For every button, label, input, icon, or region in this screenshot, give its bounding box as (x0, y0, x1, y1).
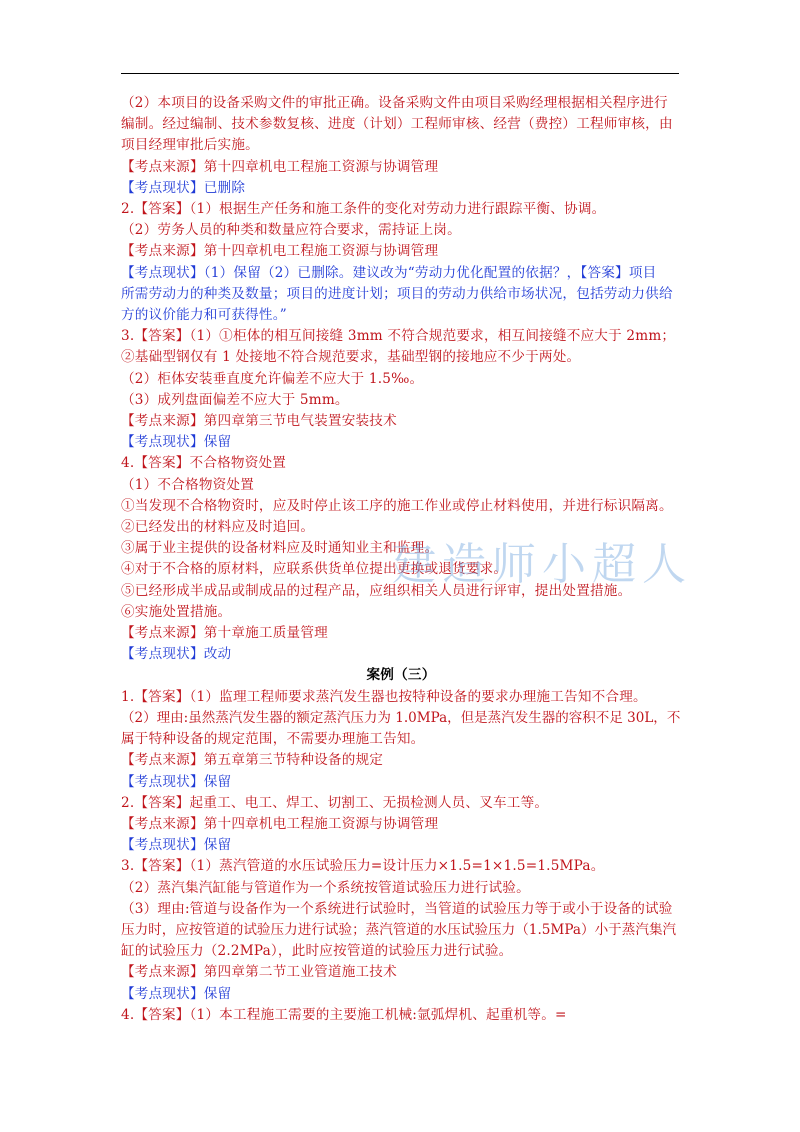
text-line: 【考点来源】第十四章机电工程施工资源与协调管理 (121, 815, 439, 832)
text-line: 【考点现状】保留 (121, 773, 232, 790)
text-line: 2.【答案】（1）根据生产任务和施工条件的变化对劳动力进行跟踪平衡、协调。 (121, 201, 606, 218)
text-line: ②已经发出的材料应及时追回。 (121, 519, 315, 536)
text-line: 【考点现状】已删除 (121, 179, 246, 196)
text-line: 项目经理审批后实施。 (121, 137, 259, 154)
text-line: （2）本项目的设备采购文件的审批正确。设备采购文件由项目采购经理根据相关程序进行 (121, 95, 668, 111)
text-line: 【考点来源】第十四章机电工程施工资源与协调管理 (121, 158, 439, 175)
text-line: ①当发现不合格物资时，应及时停止该工序的施工作业或停止材料使用，并进行标识隔离。 (121, 497, 673, 514)
text-line: 【考点现状】保留 (121, 434, 232, 451)
text-line: ⑤已经形成半成品或制成品的过程产品，应组织相关人员进行评审，提出处置措施。 (121, 582, 632, 599)
text-line: （2）理由:虽然蒸汽发生器的额定蒸汽压力为 1.0MPa，但是蒸汽发生器的容积不足 30L，不 (121, 709, 681, 726)
text-line: 【考点现状】改动 (121, 646, 232, 663)
text-line: 【考点来源】第四章第三节电气装置安装技术 (121, 413, 397, 430)
text-line: 压力时，应按管道的试验压力进行试验；蒸汽管道的水压试验压力（1.5MPa）小于蒸汽集汽 (121, 921, 677, 938)
text-line: 【考点来源】第四章第二节工业管道施工技术 (121, 964, 397, 981)
text-line: 【考点来源】第十章施工质量管理 (121, 625, 328, 642)
text-line: 3.【答案】（1）①柜体的相互间接缝 3mm 不符合规范要求，相互间接缝不应大于 2mm； (121, 328, 676, 345)
text-line: 4.【答案】不合格物资处置 (121, 455, 287, 472)
text-line: 编制。经过编制、技术参数复核、进度（计划）工程师审核、经营（费控）工程师审核，由 (121, 116, 673, 133)
text-line: 【考点来源】第十四章机电工程施工资源与协调管理 (121, 243, 439, 260)
text-line: 【考点现状】（1）保留（2）已删除。建议改为“劳动力优化配置的依据？，【答案】项目 (121, 264, 657, 281)
text-line: （3）成列盘面偏差不应大于 5mm。 (121, 391, 349, 408)
text-line: 【考点现状】保留 (121, 837, 232, 854)
text-line: 【考点来源】第五章第三节特种设备的规定 (121, 752, 384, 769)
text-line: ③属于业主提供的设备材料应及时通知业主和监理。 (121, 540, 439, 557)
text-line: （3）理由:管道与设备作为一个系统进行试验时，当管道的试验压力等于或小于设备的试验 (121, 900, 673, 917)
text-line: 属于特种设备的规定范围，不需要办理施工告知。 (121, 731, 425, 748)
text-line: ②基础型钢仅有 1 处接地不符合规范要求，基础型钢的接地应不少于两处。 (121, 349, 581, 366)
text-line: 2.【答案】起重工、电工、焊工、切割工、无损检测人员、叉车工等。 (121, 794, 549, 811)
text-line: 缸的试验压力（2.2MPa），此时应按管道的试验压力进行试验。 (121, 943, 513, 960)
text-line: （2）柜体安装垂直度允许偏差不应大于 1.5‰。 (121, 370, 424, 387)
text-line: 3.【答案】（1）蒸汽管道的水压试验压力=设计压力×1.5=1×1.5=1.5MPa。 (121, 858, 605, 875)
text-line: （2）蒸汽集汽缸能与管道作为一个系统按管道试验压力进行试验。 (121, 879, 530, 896)
text-line: 1.【答案】（1）监理工程师要求蒸汽发生器也按特种设备的要求办理施工告知不合理。 (121, 688, 647, 705)
text-line: ⑥实施处置措施。 (121, 603, 232, 620)
watermark: 建造师小超人 (392, 539, 692, 590)
header-rule (121, 73, 679, 74)
section-heading: 案例（三） (366, 667, 436, 684)
text-line: （1）不合格物资处置 (121, 476, 254, 493)
text-line: 4.【答案】（1）本工程施工需要的主要施工机械:氩弧焊机、起重机等。= (121, 1006, 567, 1023)
text-line: ④对于不合格的原材料，应联系供货单位提出更换或退货要求。 (121, 561, 508, 578)
text-line: （2）劳务人员的种类和数量应符合要求，需持证上岗。 (121, 222, 461, 239)
text-line: 【考点现状】保留 (121, 985, 232, 1002)
text-line: 方的议价能力和可获得性。” (121, 307, 287, 324)
text-line: 所需劳动力的种类及数量；项目的进度计划；项目的劳动力供给市场状况，包括劳动力供给 (121, 285, 673, 302)
